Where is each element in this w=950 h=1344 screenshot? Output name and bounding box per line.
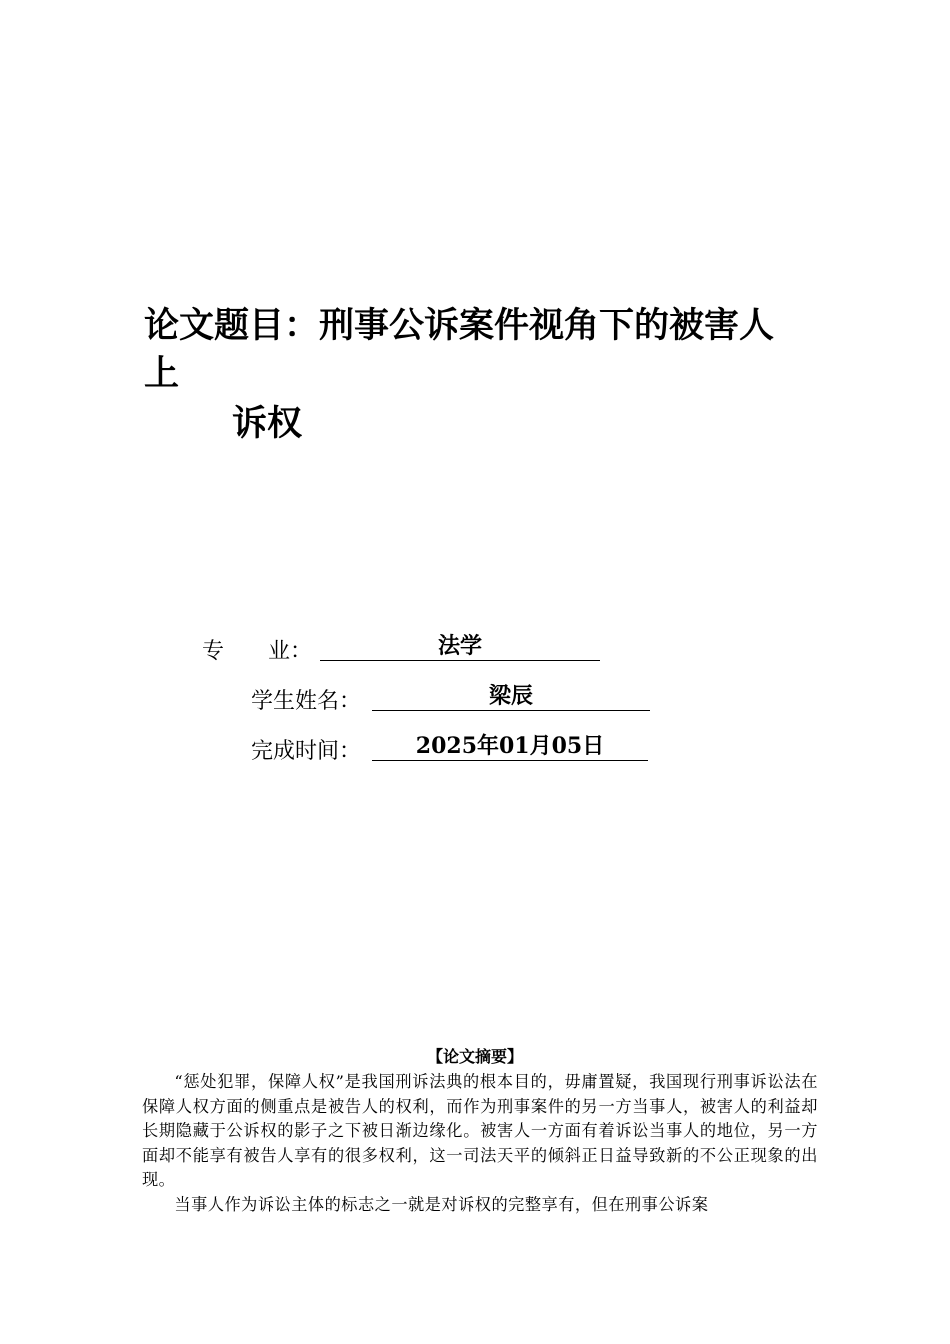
major-label: 专 业： [202,639,313,664]
name-row [0,684,950,716]
title-line-2: 上 [144,354,180,394]
abstract-paragraph: 当事人作为诉讼主体的标志之一就是对诉权的完整享有，但在刑事公诉案 [174,1194,709,1214]
abstract-heading: 【论文摘要】 [426,1047,523,1066]
title-line-1: 论文题目：刑事公诉案件视角下的被害人 [144,306,775,346]
title-line-3: 诉权 [232,404,303,444]
abstract-body [142,1070,818,1217]
date-value: 2025年01月05日 [372,732,648,761]
date-label: 完成时间： [251,739,362,764]
abstract-paragraph: “惩处犯罪，保障人权”是我国刑诉法典的根本目的，毋庸置疑，我国现行刑事诉讼法在保障人权方面的侧重点是被告人的权利，而作为刑事案件的另一方当事人，被害人的利益却长期隐藏于公诉权的影子之下被日渐边缘化。被害人一方面有着诉讼当事人的地位，另一方面却不能享有被告人享有的很多权利，这一司法天平的倾斜正日益导致新的不公正现象的出现。 [142,1072,818,1189]
name-value: 梁辰 [372,682,650,711]
major-value: 法学 [320,632,600,661]
thesis-title [144,302,794,448]
date-row [0,734,950,766]
major-row [0,634,950,666]
name-label: 学生姓名： [251,689,362,714]
